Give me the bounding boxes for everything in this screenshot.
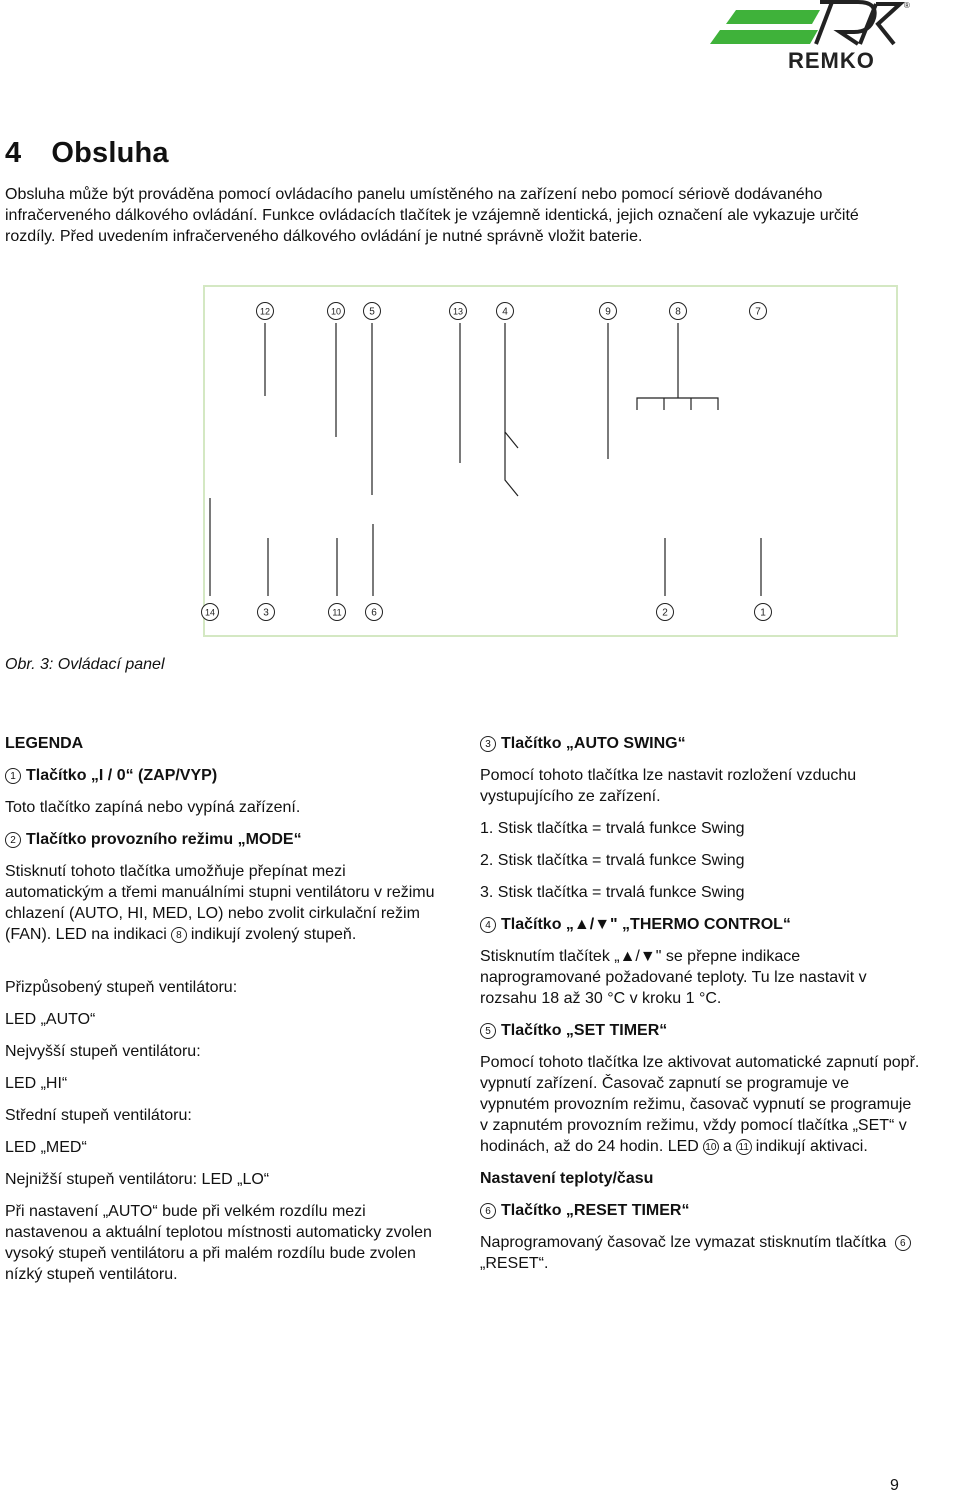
callout-marker-12 bbox=[257, 303, 274, 320]
legend-item-6-text: Naprogramovaný časovač lze vymazat stisknutím tlačítka 6„RESET“. bbox=[480, 1232, 920, 1274]
callout-1-icon: 1 bbox=[5, 768, 21, 784]
callout-marker-label: 3 bbox=[263, 607, 269, 619]
callout-marker-label: 5 bbox=[369, 306, 375, 318]
top-callout-markers bbox=[257, 303, 767, 320]
callout-3-icon: 3 bbox=[480, 736, 496, 752]
callout-marker-2 bbox=[657, 604, 674, 621]
legend-item-1-heading: 1 Tlačítko „I / 0“ (ZAP/VYP) bbox=[5, 765, 435, 786]
callout-marker-3 bbox=[258, 604, 275, 621]
settings-heading: Nastavení teploty/času bbox=[480, 1170, 654, 1187]
page-number: 9 bbox=[890, 1477, 899, 1494]
callout-marker-11 bbox=[329, 604, 346, 621]
legend-item-3-text: Pomocí tohoto tlačítka lze nastavit rozložení vzduchu vystupujícího ze zařízení. bbox=[480, 767, 857, 805]
callout-marker-label: 11 bbox=[332, 607, 342, 618]
leader-lines bbox=[210, 323, 761, 596]
callout-marker-label: 6 bbox=[371, 607, 377, 619]
callout-marker-8 bbox=[670, 303, 687, 320]
legend-item-2-text: Stisknutí tohoto tlačítka umožňuje přepínat mezi automatickým a třemi manuálními stupni ventilátoru v režimu chlazení (AUTO, HI, MED, LO) nebo zvolit cirkulační režim (FAN). LED na indikaci 8 indikují zvolený stupeň. bbox=[5, 863, 435, 943]
callout-marker-label: 1 bbox=[760, 607, 766, 619]
fan-low: Nejnižší stupeň ventilátoru: LED „LO“ bbox=[5, 1171, 270, 1188]
callout-marker-label: 2 bbox=[662, 607, 668, 619]
callout-marker-14 bbox=[202, 604, 219, 621]
legend-right-column bbox=[480, 733, 920, 1285]
callout-6-icon: 6 bbox=[480, 1203, 496, 1219]
callout-marker-label: 8 bbox=[675, 306, 681, 318]
legend-item-2-heading: 2 Tlačítko provozního režimu „MODE“ bbox=[5, 829, 435, 850]
swing-step-3: 3. Stisk tlačítka = trvalá funkce Swing bbox=[480, 884, 745, 901]
callout-5-icon: 5 bbox=[480, 1023, 496, 1039]
registered-mark: ® bbox=[904, 1, 910, 10]
callout-11-icon: 11 bbox=[736, 1139, 752, 1155]
callout-marker-label: 10 bbox=[330, 306, 342, 317]
callout-marker-label: 12 bbox=[259, 306, 271, 317]
callout-marker-label: 9 bbox=[605, 306, 611, 318]
intro-paragraph: Obsluha může být prováděna pomocí ovládacího panelu umístěného na zařízení nebo pomocí sériově dodávaného infračerveného dálkového ovládání. Funkce ovládacích tlačítek je vzájemně identická, jejich označení ale vykazuje určité rozdíly. Před uvedením infračerveného dálkového ovládání je nutné správně vložit baterie. bbox=[5, 186, 859, 245]
swing-step-2: 2. Stisk tlačítka = trvalá funkce Swing bbox=[480, 852, 745, 869]
swing-step-1: 1. Stisk tlačítka = trvalá funkce Swing bbox=[480, 820, 745, 837]
logo-brand-text: REMKO bbox=[788, 48, 875, 73]
chapter-title-text: Obsluha bbox=[51, 137, 169, 169]
fan-mid-value: LED „MED“ bbox=[5, 1139, 87, 1156]
fan-adapted-value: LED „AUTO“ bbox=[5, 1011, 96, 1028]
callout-marker-label: 7 bbox=[755, 306, 761, 318]
callout-marker-5 bbox=[364, 303, 381, 320]
fan-high-value: LED „HI“ bbox=[5, 1075, 68, 1092]
callout-2-icon: 2 bbox=[5, 832, 21, 848]
callout-4-icon: 4 bbox=[480, 917, 496, 933]
legend-item-6-heading: 6 Tlačítko „RESET TIMER“ bbox=[480, 1200, 920, 1221]
callout-8-icon: 8 bbox=[171, 927, 187, 943]
callout-10-icon: 10 bbox=[703, 1139, 719, 1155]
callout-marker-1 bbox=[755, 604, 772, 621]
fan-mid-label: Střední stupeň ventilátoru: bbox=[5, 1107, 192, 1124]
callout-marker-10 bbox=[328, 303, 345, 320]
callout-6-ref-icon: 6 bbox=[895, 1235, 911, 1251]
callout-marker-label: 13 bbox=[452, 306, 464, 317]
callout-marker-4 bbox=[497, 303, 514, 320]
chapter-number: 4 bbox=[5, 137, 22, 169]
legend-title: LEGENDA bbox=[5, 735, 84, 752]
callout-marker-label: 14 bbox=[204, 607, 216, 618]
legend-item-1-text: Toto tlačítko zapíná nebo vypíná zařízení. bbox=[5, 799, 301, 816]
legend-item-3-heading: 3 Tlačítko „AUTO SWING“ bbox=[480, 733, 920, 754]
figure-caption: Obr. 3: Ovládací panel bbox=[5, 656, 165, 673]
callout-marker-9 bbox=[600, 303, 617, 320]
legend-item-4-text: Stisknutím tlačítek „▲/▼" se přepne indikace naprogramované požadované teploty. Tu lze nastavit v rozsahu 18 až 30 °C v kroku 1 °C. bbox=[480, 948, 867, 1007]
bottom-callout-markers bbox=[202, 604, 772, 621]
callout-marker-7 bbox=[750, 303, 767, 320]
control-panel-diagram bbox=[0, 0, 960, 700]
legend-item-4-heading: 4 Tlačítko „▲/▼" „THERMO CONTROL“ bbox=[480, 914, 920, 935]
legend-item-5-heading: 5 Tlačítko „SET TIMER“ bbox=[480, 1020, 920, 1041]
fan-auto-note: Při nastavení „AUTO“ bude při velkém rozdílu mezi nastavenou a aktuální teplotou místnosti automaticky zvolen vysoký stupeň ventilátoru a při malém rozdílu bude zvolen nízký stupeň ventilátoru. bbox=[5, 1203, 432, 1283]
callout-marker-13 bbox=[450, 303, 467, 320]
callout-marker-6 bbox=[366, 604, 383, 621]
callout-marker-label: 4 bbox=[502, 306, 508, 318]
legend-left-column bbox=[5, 733, 435, 1296]
fan-adapted-label: Přizpůsobený stupeň ventilátoru: bbox=[5, 979, 238, 996]
fan-high-label: Nejvyšší stupeň ventilátoru: bbox=[5, 1043, 201, 1060]
legend-item-5-text: Pomocí tohoto tlačítka lze aktivovat automatické zapnutí popř. vypnutí zařízení. Časovač zapnutí se programuje ve vypnutém provozním režimu, časovač vypnutí se programuje v zapnutém provozním režimu, vždy pomocí tlačítka „SET“ v hodinách, až do 24 hodin. LED 10 a 11 indikují aktivaci. bbox=[480, 1054, 920, 1155]
